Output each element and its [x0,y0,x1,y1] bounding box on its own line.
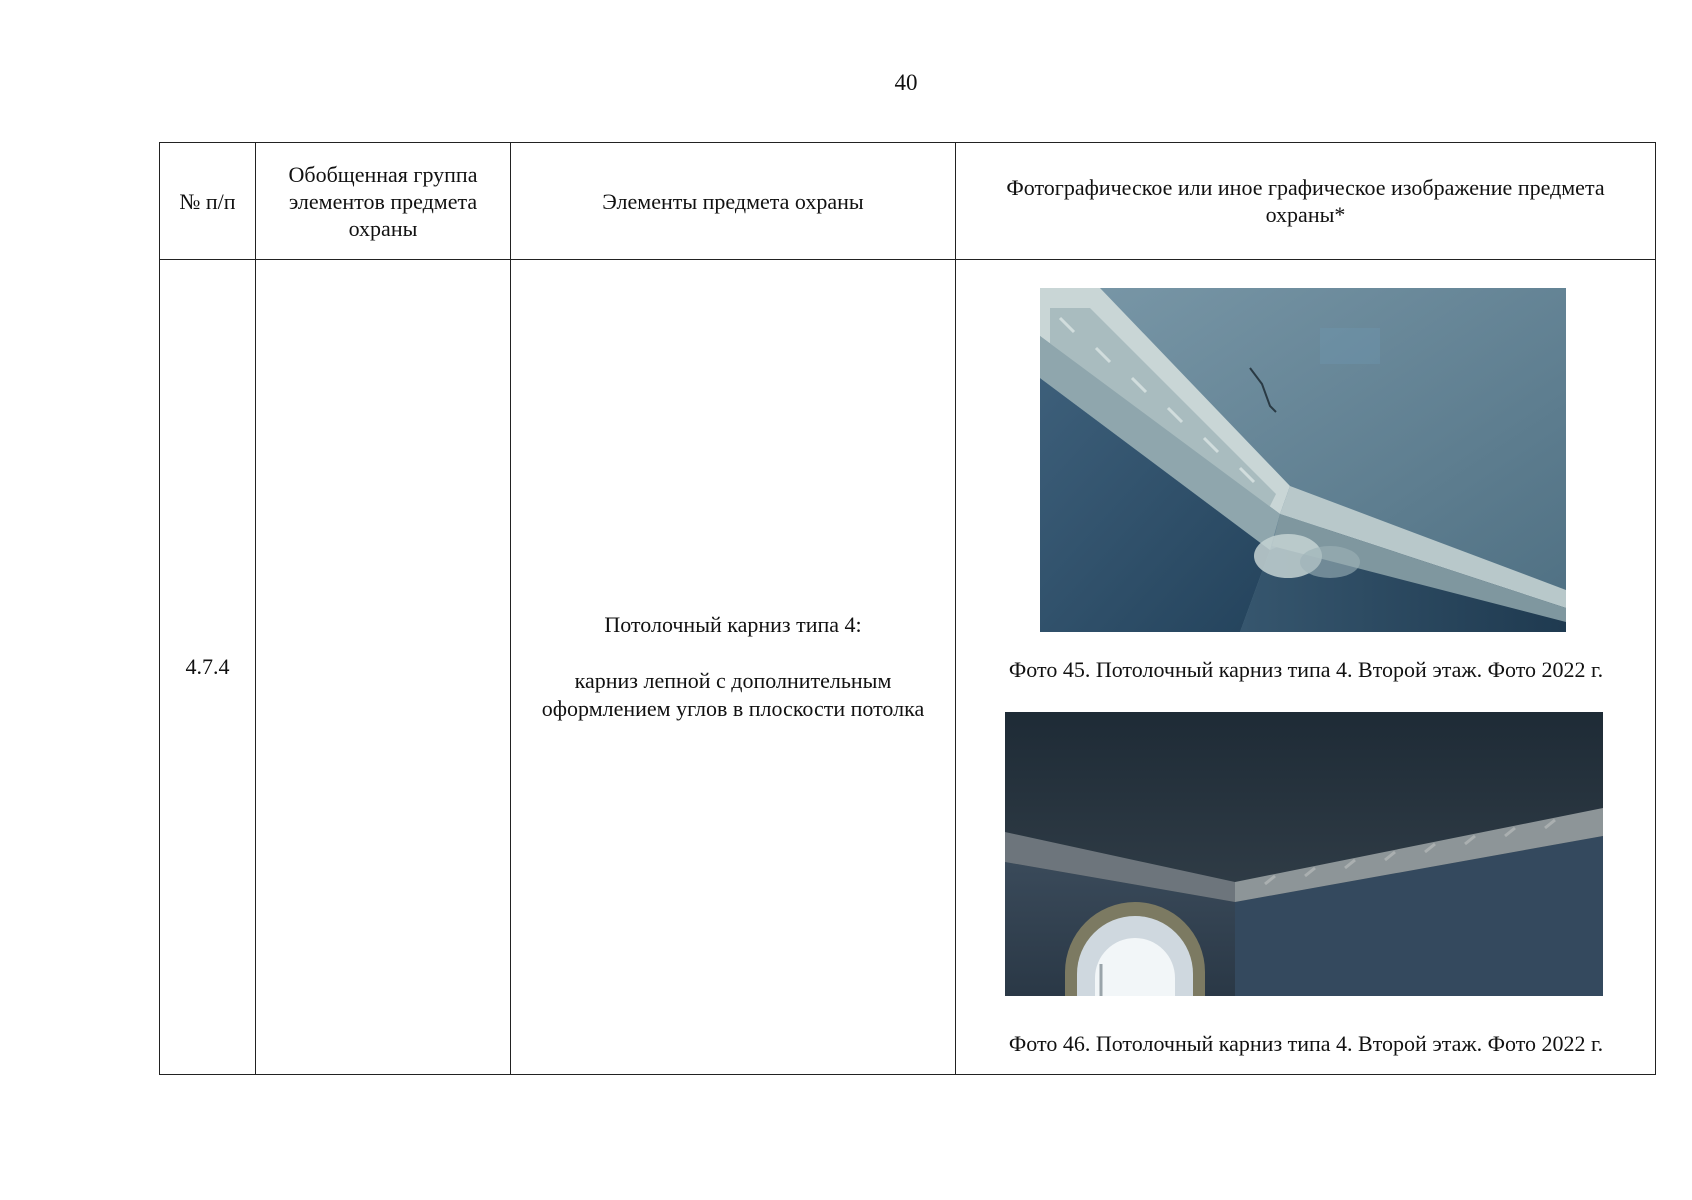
element-description: карниз лепной с дополнительным оформлением углов в плоскости потолка [541,668,925,721]
row-number: 4.7.4 [160,260,256,1075]
photo-45-caption: Фото 45. Потолочный карниз типа 4. Второй этаж. Фото 2022 г. [1008,657,1604,682]
row-photos [956,260,1656,1075]
protection-subject-table [159,142,1656,1075]
page-number: 40 [894,70,918,95]
photo-45-image [1040,288,1566,632]
header-group: Обобщенная группа элементов предмета охраны [256,143,511,260]
photo-46-caption: Фото 46. Потолочный карниз типа 4. Второй этаж. Фото 2022 г. [1008,1031,1604,1056]
row-elements [511,260,956,1075]
element-title: Потолочный карниз типа 4: [604,612,862,637]
table-header-row [160,143,1656,260]
row-group [256,260,511,1075]
table-row [160,260,1656,1075]
photo-46-image [1005,712,1603,996]
header-num: № п/п [160,143,256,260]
header-photo: Фотографическое или иное графическое изображение предмета охраны* [956,143,1656,260]
header-elements: Элементы предмета охраны [511,143,956,260]
